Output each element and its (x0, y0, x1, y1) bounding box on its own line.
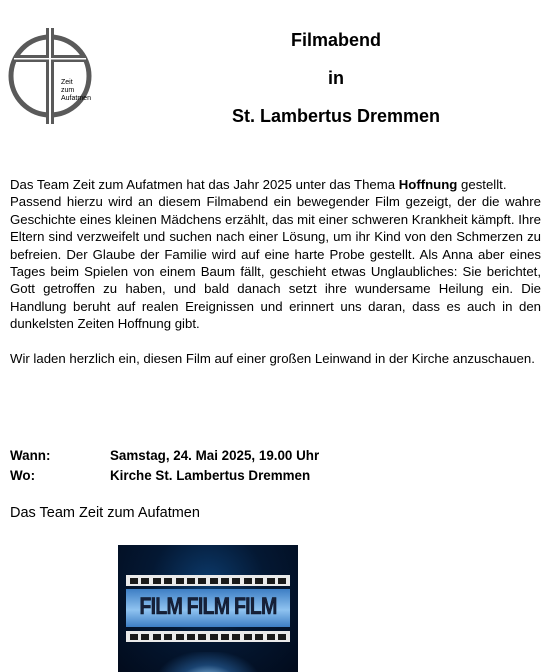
when-row (10, 448, 319, 463)
signature: Das Team Zeit zum Aufatmen (10, 505, 200, 521)
theme-highlight: Hoffnung (398, 177, 458, 192)
title-in: in (328, 68, 344, 88)
title-filmabend: Filmabend (290, 30, 381, 50)
where-value: Kirche St. Lambertus Dremmen (110, 468, 311, 483)
when-value: Samstag, 24. Mai 2025, 19.00 Uhr (110, 448, 320, 463)
intro-paragraph: Das Team Zeit zum Aufatmen hat das Jahr 2025 unter das Thema Hoffnung gestellt. (10, 177, 507, 192)
title-location: St. Lambertus Dremmen (231, 106, 441, 126)
filmstrip-top (126, 575, 290, 586)
svg-text:Aufatmen: Aufatmen (61, 95, 91, 102)
when-label: Wann: (10, 448, 51, 463)
description-paragraph: Passend hierzu wird an diesem Filmabend ein bewegender Film gezeigt, der die wahre Geschichte eines kleinen Mädchens erzählt, das mit einer schweren Krankheit kämpft. Ihre Eltern sind verzweifelt und suchen nach einer Lösung, um ihr Kind von den Schmerzen zu befreien. Der Glaube der Familie wird auf eine harte Probe gestellt. Als Anna aber eines Tages beim Spielen von einem Baum fällt, geschieht etwas Unglaubliches: Sie berichtet, Gott getroffen zu haben, und bald danach setzt ihre wundersame Heilung ein. Die Handlung beruht auf realen Ereignissen und erinnert uns daran, dass es auch in den dunkelsten Zeiten Hoffnung gibt. (10, 194, 541, 332)
film-poster-image (118, 545, 298, 672)
svg-text:zum: zum (61, 87, 75, 94)
filmstrip-bottom (126, 631, 290, 642)
invitation-paragraph: Wir laden herzlich ein, diesen Film auf einer großen Leinwand in der Kirche anzuschauen. (10, 350, 535, 366)
svg-text:Zeit: Zeit (61, 79, 73, 86)
poster-title: FILM FILM FILM (139, 593, 277, 620)
where-label: Wo: (10, 468, 36, 483)
zeit-zum-aufatmen-logo (8, 18, 92, 130)
where-row (10, 468, 310, 483)
body-text (10, 176, 541, 367)
